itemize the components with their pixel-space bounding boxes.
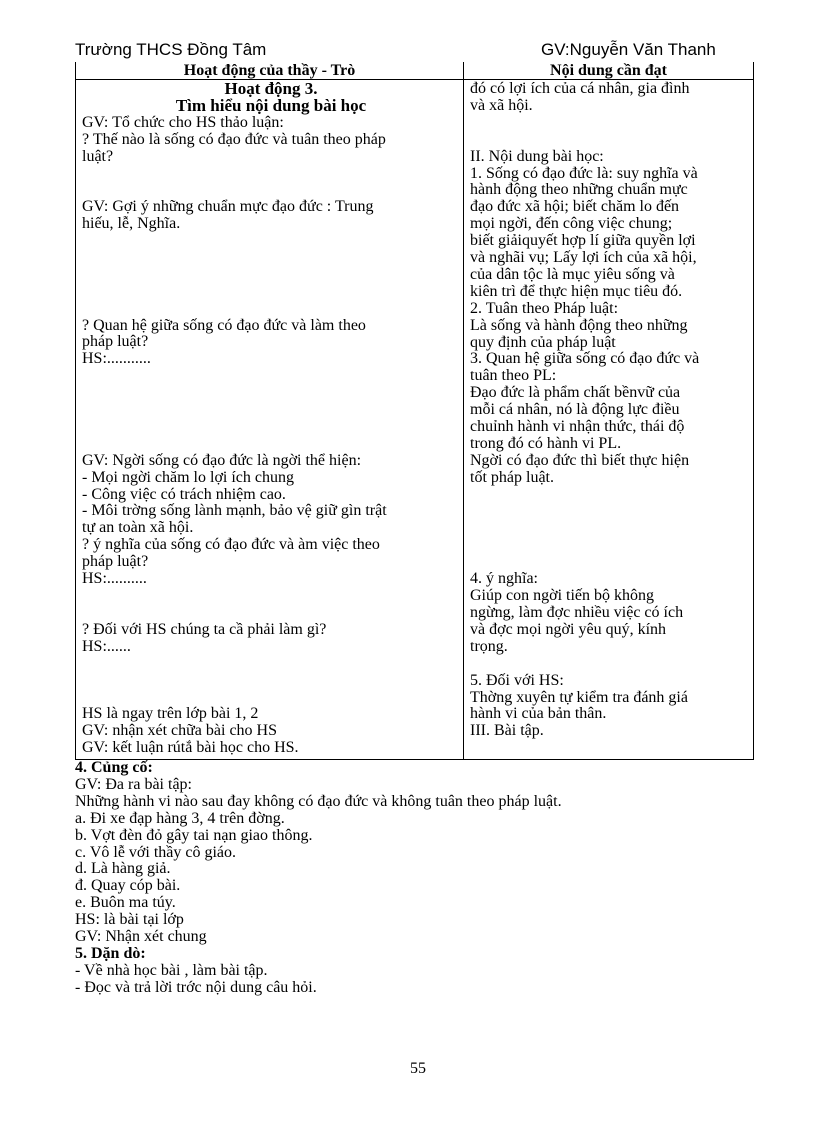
- text-line: hành động theo những chuẩn mực: [470, 181, 688, 199]
- lesson-table: [75, 62, 754, 760]
- page-number: 55: [410, 1060, 426, 1077]
- text-line: hiếu, lễ, Nghĩa.: [82, 215, 181, 233]
- text-line: 4. ý nghĩa:: [470, 570, 538, 588]
- text-line: Là sống và hành động theo những: [470, 316, 688, 334]
- header-activities: Hoạt động của thầy - Trò: [183, 62, 356, 79]
- text-line: 4. Củng cố:: [75, 759, 153, 776]
- text-line: [82, 672, 460, 689]
- text-line: 5. Đối với HS:: [470, 671, 564, 689]
- text-line: [82, 301, 460, 318]
- text-line: [470, 521, 752, 538]
- text-line: 3. Quan hệ giữa sống có đạo đức và: [470, 350, 700, 368]
- text-line: kiên trì để thực hiện mục tiêu đó.: [470, 282, 683, 300]
- text-line: trong đó có hành vi PL.: [470, 435, 622, 452]
- text-line: và đợc mọi ngời yêu quý, kính: [470, 620, 667, 638]
- text-line: [82, 385, 460, 402]
- text-line: [82, 166, 460, 183]
- text-line: của dân tộc là mục yiêu sống và: [470, 265, 675, 283]
- text-line: Đạo đức là phẩm chất bềnvữ của: [470, 384, 681, 402]
- text-line: HS:..........: [82, 570, 147, 588]
- text-line: ? Đối với HS chúng ta cầ phải làm gì?: [82, 620, 327, 638]
- text-line: GV: Ngời sống có đạo đức là ngời thể hiện:: [82, 451, 362, 469]
- text-line: tốt pháp luật.: [470, 468, 554, 486]
- teacher-name: GV:Nguyễn Văn Thanh: [541, 40, 716, 59]
- text-line: mỗi cá nhân, nó là động lực điều: [470, 401, 680, 419]
- text-line: [82, 402, 460, 419]
- text-line: - Công việc có trách nhiệm cao.: [82, 485, 286, 503]
- text-line: pháp luật?: [82, 553, 149, 571]
- header-content: Nội dung cần đạt: [550, 62, 667, 79]
- text-line: đ. Quay cóp bài.: [75, 877, 181, 895]
- text-line: [82, 368, 460, 385]
- text-line: Giúp con ngời tiến bộ không: [470, 587, 654, 605]
- text-line: b. Vợt đèn đỏ gây tai nạn giao thông.: [75, 826, 313, 844]
- text-line: quy định của pháp luật: [470, 333, 616, 351]
- text-line: [470, 537, 752, 554]
- text-line: [82, 284, 460, 301]
- text-line: ? Thế nào là sống có đạo đức và tuân theo pháp: [82, 130, 386, 148]
- text-line: - Môi trờng sống lành mạnh, bảo vệ giữ gìn trật: [82, 502, 387, 520]
- consolidation-section: [75, 760, 765, 997]
- text-line: pháp luật?: [82, 333, 149, 351]
- text-line: tuân theo PL:: [470, 367, 557, 385]
- text-line: HS:...........: [82, 350, 151, 368]
- text-line: e. Buôn ma túy.: [75, 894, 176, 912]
- text-line: và xã hội.: [470, 96, 533, 114]
- text-line: d. Là hàng giả.: [75, 860, 171, 878]
- text-line: - Đọc và trả lời trớc nội dung câu hỏi.: [75, 978, 317, 996]
- text-line: [82, 233, 460, 250]
- text-line: luật?: [82, 147, 114, 165]
- text-line: [470, 504, 752, 521]
- text-line: ? Quan hệ giữa sống có đạo đức và làm theo: [82, 316, 366, 334]
- text-line: [470, 554, 752, 571]
- text-line: trọng.: [470, 637, 508, 655]
- text-line: GV: kết luận rútắ bài học cho HS.: [82, 739, 299, 757]
- text-line: và nghãi vụ; Lấy lợi ích của xã hội,: [470, 249, 697, 267]
- text-line: Ngời có đạo đức thì biết thực hiện: [470, 451, 690, 469]
- text-line: hành vi của bản thân.: [470, 705, 607, 723]
- text-line: 5. Dặn dò:: [75, 944, 146, 962]
- text-line: III. Bài tập.: [470, 722, 544, 740]
- text-line: GV: Gợi ý những chuẩn mực đạo đức : Trung: [82, 198, 374, 216]
- text-line: - Mọi ngời chăm lo lợi ích chung: [82, 468, 294, 486]
- text-line: [82, 267, 460, 284]
- text-line: GV: Đa ra bài tập:: [75, 775, 192, 793]
- text-line: HS là ngay trên lớp bài 1, 2: [82, 705, 259, 723]
- text-line: [82, 588, 460, 605]
- text-line: 2. Tuân theo Pháp luật:: [470, 299, 619, 317]
- text-line: [82, 656, 460, 673]
- text-line: biết giảiquyết hợp lí giữa quyền lợi: [470, 232, 696, 250]
- text-line: [470, 487, 752, 504]
- text-line: [470, 115, 752, 132]
- text-line: c. Vô lễ với thầy cô giáo.: [75, 843, 237, 861]
- text-line: Tìm hiểu nội dung bài học: [175, 95, 367, 115]
- activities-column: [82, 81, 460, 757]
- text-line: GV: Tổ chức cho HS thảo luận:: [82, 113, 284, 131]
- text-line: [82, 689, 460, 706]
- text-line: GV: Nhận xét chung: [75, 928, 207, 946]
- text-line: chuỉnh hành vi nhận thức, thái độ: [470, 418, 685, 436]
- text-line: [82, 419, 460, 436]
- text-line: đó có lợi ích của cá nhân, gia đình: [470, 80, 690, 97]
- text-line: mọi ngời, đến công việc chung;: [470, 215, 673, 233]
- text-line: Hoạt động 3.: [224, 79, 318, 98]
- text-line: HS:......: [82, 637, 131, 655]
- text-line: [82, 605, 460, 622]
- school-name: Trường THCS Đồng Tâm: [75, 40, 267, 59]
- text-line: đạo đức xã hội; biết chăm lo đến: [470, 198, 680, 216]
- text-line: a. Đi xe đạp hàng 3, 4 trên đờng.: [75, 809, 285, 827]
- text-line: [470, 656, 752, 673]
- content-column: [470, 81, 752, 740]
- text-line: Những hành vi nào sau đay không có đạo đức và không tuân theo pháp luật.: [75, 792, 562, 810]
- text-line: 1. Sống có đạo đức là: suy nghĩa và: [470, 164, 698, 182]
- text-line: II. Nội dung bài học:: [470, 147, 604, 165]
- text-line: tự an toàn xã hội.: [82, 519, 194, 537]
- text-line: HS: là bài tại lớp: [75, 911, 184, 929]
- text-line: ngừng, làm đợc nhiều việc có ích: [470, 603, 684, 621]
- text-line: [470, 132, 752, 149]
- text-line: GV: nhận xét chữa bài cho HS: [82, 722, 277, 740]
- text-line: Thờng xuyên tự kiểm tra đánh giá: [470, 688, 688, 706]
- text-line: [82, 182, 460, 199]
- text-line: ? ý nghĩa của sống có đạo đức và àm việc theo: [82, 536, 380, 554]
- text-line: - Về nhà học bài , làm bài tập.: [75, 961, 268, 979]
- text-line: [82, 250, 460, 267]
- text-line: [82, 436, 460, 453]
- column-divider: [463, 62, 464, 759]
